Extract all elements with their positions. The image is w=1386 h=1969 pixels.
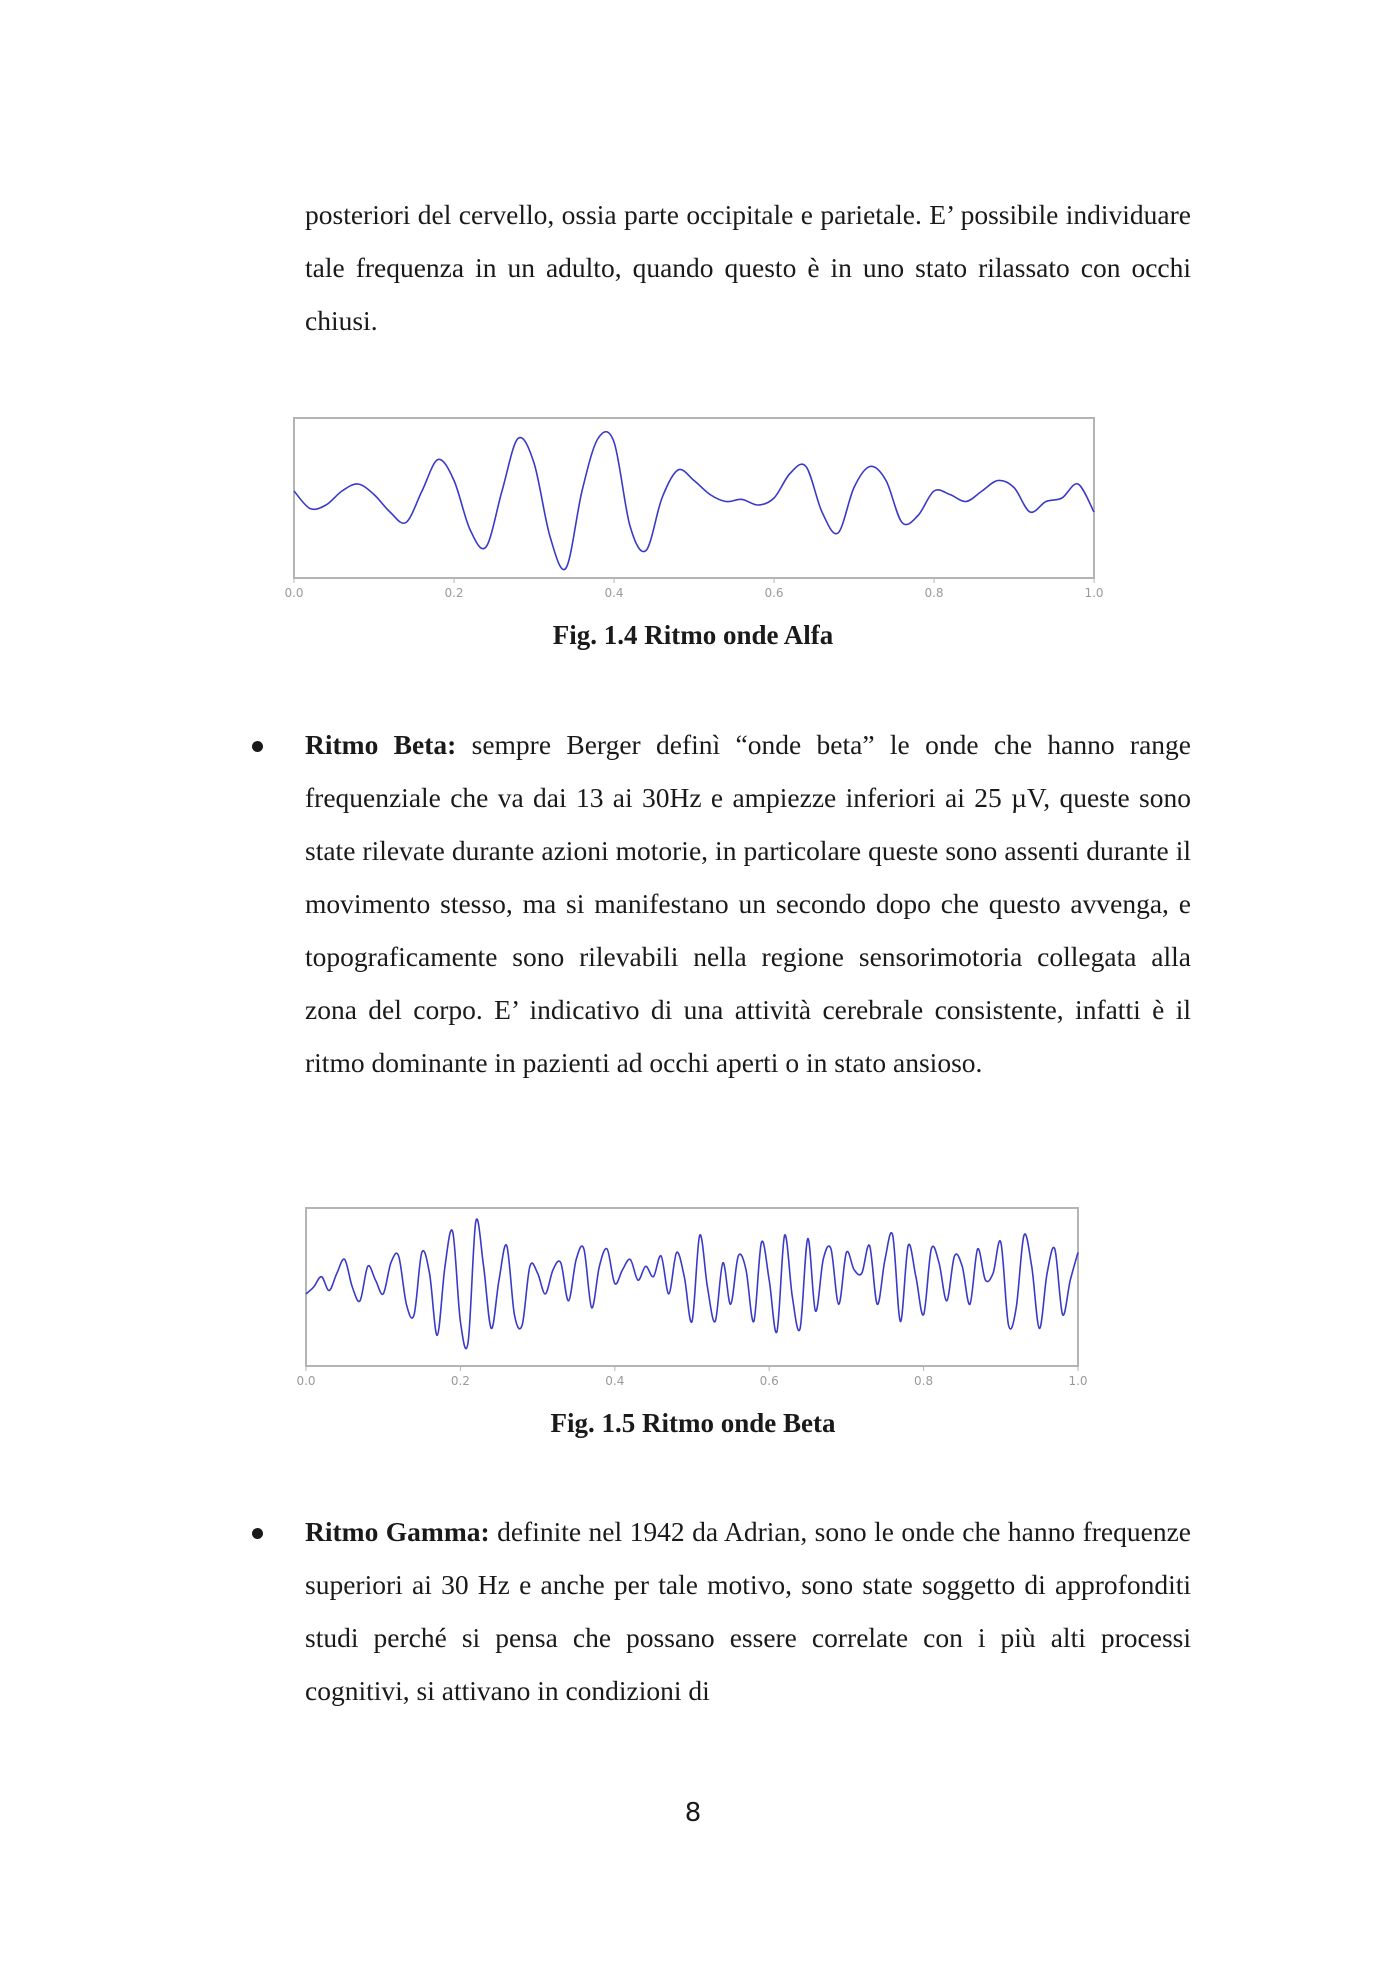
x-tick-label: 0.8 [924,586,944,600]
x-tick-label: 0.0 [296,1374,316,1388]
x-tick-label: 0.2 [450,1374,470,1388]
x-tick-label: 0.2 [444,586,464,600]
bullet-beta-dot [252,741,263,752]
beta-text: sempre Berger definì “onde beta” le onde che hanno range frequenziale che va dai 13 ai 30Hz e ampiezze inferiori ai 25 µV, queste sono state rilevate durante azioni motorie, in particolare queste sono assenti durante il movimento stesso, ma si manifestano un secondo dopo che questo avvenga, e topograficamente sono rilevabili nella regione sensorimotoria collegata alla zona del corpo. E’ indicativo di una attività cerebrale consistente, infatti è il ritmo dominante in pazienti ad occhi aperti o in stato ansioso. [305,729,1191,1078]
beta-paragraph [305,718,1191,1089]
x-tick-label: 0.4 [604,586,624,600]
x-tick-label: 1.0 [1084,586,1104,600]
beta-label: Ritmo Beta: [305,729,457,760]
figure-beta-caption [0,1408,1386,1439]
page-number: 8 [684,1798,702,1828]
gamma-label: Ritmo Gamma: [305,1516,490,1547]
gamma-text: definite nel 1942 da Adrian, sono le onde che hanno frequenze superiori ai 30 Hz e anche per tale motivo, sono state soggetto di approfonditi studi perché si pensa che possano essere correlate con i più alti processi cognitivi, si attivano in condizioni di [305,1516,1191,1706]
figure-alfa-caption-text: Fig. 1.4 Ritmo onde Alfa [552,620,834,650]
x-tick-label: 1.0 [1068,1374,1088,1388]
intro-paragraph: posteriori del cervello, ossia parte occipitale e parietale. E’ possibile individuare tale frequenza in un adulto, quando questo è in uno stato rilassato con occhi chiusi. [305,199,1191,336]
x-tick-label: 0.6 [759,1374,779,1388]
figure-beta-caption-text: Fig. 1.5 Ritmo onde Beta [550,1408,836,1438]
bullet-gamma-dot [252,1528,263,1539]
x-tick-label: 0.0 [284,586,304,600]
gamma-paragraph [305,1505,1191,1717]
figure-beta-chart [290,1200,1110,1400]
figure-alfa-caption [0,620,1386,651]
x-tick-label: 0.6 [764,586,784,600]
x-tick-label: 0.8 [914,1374,934,1388]
x-tick-label: 0.4 [605,1374,625,1388]
plot-frame [306,1208,1078,1366]
figure-alfa-chart [270,410,1120,610]
